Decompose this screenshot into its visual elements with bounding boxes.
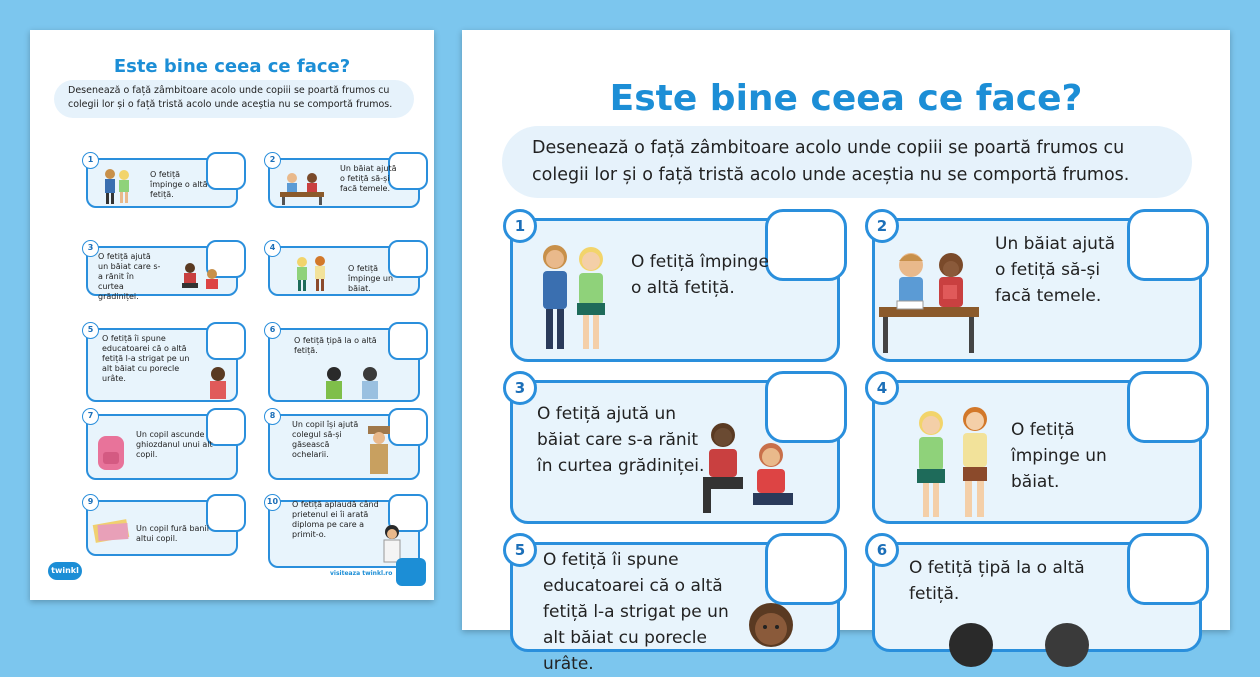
helping-injured-boy-icon [693, 419, 803, 519]
answer-box[interactable] [765, 533, 847, 605]
card-text: Un băiat ajută o fetiță să-și facă temele. [995, 234, 1116, 306]
footer-url: visiteaza twinkl.ro [330, 570, 393, 577]
girls-shouting-icon [935, 615, 1115, 655]
detective-icon [362, 424, 396, 478]
thumb-card-text: O fetiță împinge un băiat. [348, 264, 394, 293]
worksheet-zoomed [462, 30, 1230, 674]
homework-help-icon [877, 245, 987, 357]
card-number: 5 [503, 533, 537, 567]
girls-pushing-icon [525, 237, 621, 359]
card-text: O fetiță împinge un băiat. [1011, 420, 1107, 492]
girl-telling-teacher-icon [741, 597, 801, 657]
worksheet-thumbnail [30, 30, 434, 600]
thumb-card-8 [268, 411, 420, 480]
money-icon [92, 518, 132, 542]
thumb-card-number: 1 [82, 152, 99, 169]
card-text: O fetiță împinge o altă fetiță. [631, 252, 769, 298]
thumb-card-number: 10 [264, 494, 281, 511]
card-2 [872, 218, 1202, 362]
thumb-card-4 [268, 243, 420, 296]
thumb-card-1 [86, 155, 238, 208]
girl-telling-teacher-icon [198, 364, 238, 400]
card-text: O fetiță ajută un băiat care s-a rănit în curtea grădiniței. [537, 404, 705, 476]
twinkl-badge-icon [396, 558, 426, 586]
thumb-card-text: Un copil ascunde ghiozdanul unui alt copil. [136, 430, 213, 459]
thumb-card-9 [86, 497, 238, 556]
thumb-answer-box[interactable] [388, 322, 428, 360]
thumb-card-number: 3 [82, 240, 99, 257]
thumb-card-text: O fetiță aplaudă când prietenul ei îi arată diploma pe care a primit-o. [292, 500, 379, 539]
thumb-card-5 [86, 325, 238, 402]
thumbnail-title: Este bine ceea ce face? [113, 56, 351, 77]
thumb-card-text: Un băiat ajută o fetiță să-și facă temele. [340, 164, 397, 193]
thumb-answer-box[interactable] [206, 152, 246, 190]
card-text: O fetiță îi spune educatoarei că o altă fetiță l-a strigat pe un alt băiat cu porecle urâte. [543, 550, 729, 674]
card-3 [510, 380, 840, 524]
card-text: O fetiță țipă la o altă fetiță. [909, 558, 1085, 604]
answer-box[interactable] [1127, 209, 1209, 281]
card-number: 3 [503, 371, 537, 405]
card-number: 4 [865, 371, 899, 405]
girls-shouting-icon [316, 364, 392, 400]
card-4 [872, 380, 1202, 524]
thumb-card-text: Un copil își ajută colegul să-și găsească ochelarii. [292, 420, 359, 459]
twinkl-logo: twinkl [48, 562, 82, 580]
thumb-card-text: O fetiță îi spune educatoarei că o altă fetiță l-a strigat pe un alt băiat cu porecle urâte. [102, 334, 190, 383]
backpack-icon [94, 430, 128, 474]
thumbnail-instructions: Desenează o față zâmbitoare acolo unde copiii se poartă frumos cu colegii lor și o față tristă acolo unde aceștia nu se comportă frumos. [54, 80, 414, 118]
girl-pushing-boy-icon [903, 405, 1013, 523]
card-5 [510, 541, 840, 674]
worksheet-title: Este bine ceea ce face? [609, 78, 1083, 119]
card-6 [872, 542, 1202, 652]
girls-pushing-icon [96, 166, 136, 206]
thumb-card-3 [86, 243, 238, 301]
thumb-card-number: 4 [264, 240, 281, 257]
answer-box[interactable] [1127, 533, 1209, 605]
thumb-card-number: 7 [82, 408, 99, 425]
card-number: 2 [865, 209, 899, 243]
thumb-card-number: 5 [82, 322, 99, 339]
helping-injured-boy-icon [176, 262, 226, 294]
thumb-card-text: Un copil fură banii altui copil. [136, 524, 209, 543]
homework-help-icon [276, 170, 328, 206]
thumb-card-number: 6 [264, 322, 281, 339]
answer-box[interactable] [1127, 371, 1209, 443]
thumb-card-10 [266, 497, 420, 568]
thumb-card-text: O fetiță ajută un băiat care s-a rănit în curtea grădiniței. [98, 252, 161, 301]
thumb-card-number: 2 [264, 152, 281, 169]
thumb-card-number: 8 [264, 408, 281, 425]
thumb-card-number: 9 [82, 494, 99, 511]
worksheet-instructions: Desenează o față zâmbitoare acolo unde copiii se poartă frumos cu colegii lor și o față tristă acolo unde aceștia nu se comportă frumos. [502, 126, 1192, 198]
thumb-card-text: O fetiță împinge o altă fetiță. [150, 170, 208, 199]
girl-pushing-boy-icon [290, 254, 334, 294]
card-number: 1 [503, 209, 537, 243]
thumb-card-text: O fetiță țipă la o altă fetiță. [294, 336, 377, 355]
card-number: 6 [865, 533, 899, 567]
thumb-card-6 [268, 325, 420, 402]
thumb-answer-box[interactable] [206, 322, 246, 360]
card-1 [510, 218, 840, 362]
thumb-card-7 [86, 411, 238, 480]
thumb-card-2 [268, 155, 420, 208]
